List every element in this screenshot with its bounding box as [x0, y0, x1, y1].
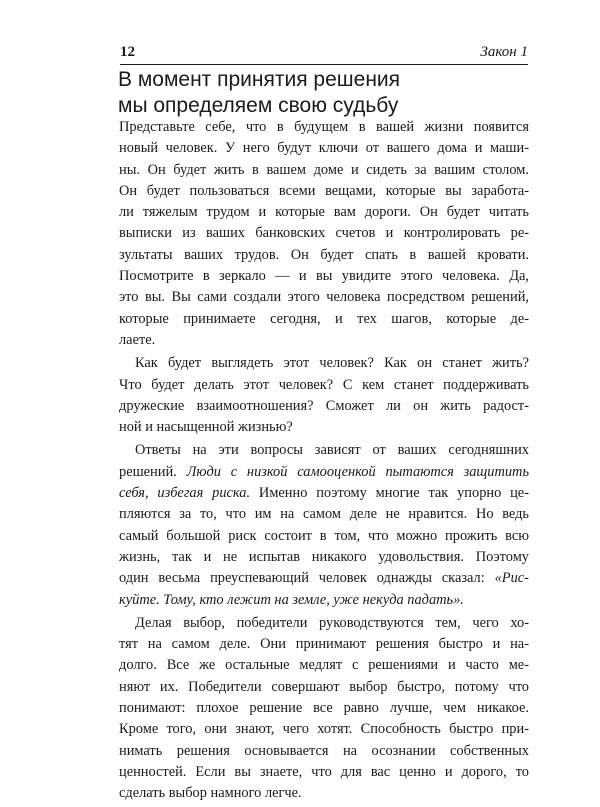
- text-line: Что будет делать этот человек? С кем станет поддерживать: [119, 376, 529, 393]
- text-line: понимают: плохое решение все равно лучше, чем никакое.: [119, 700, 529, 717]
- text-line: [119, 462, 529, 483]
- paragraph: [119, 117, 529, 351]
- text-line: куйте. Тому, кто лежит на земле, уже некуда падать».: [119, 591, 464, 608]
- text-line: няют их. Победители совершают выбор быстро, потому что: [119, 678, 529, 695]
- text-line: Посмотрите в зеркало — и вы увидите этого человека. Да,: [119, 268, 529, 285]
- text-line: жизнь, так и не испытав никакого удовольствия. Поэтому: [119, 548, 529, 565]
- paragraph: [119, 353, 529, 438]
- section-title: [118, 67, 538, 119]
- text-line: тят на самом деле. Они принимают решения быстро и на-: [119, 636, 529, 653]
- text-line: лаете.: [119, 331, 156, 348]
- section-title-line: мы определяем свою судьбу: [118, 94, 399, 117]
- text-line: самый большой риск состоит в том, что можно прожить всю: [119, 527, 529, 544]
- text-segment: Именно поэтому многие так упорно це-: [258, 485, 529, 502]
- text-line: [119, 483, 529, 504]
- text-line: [119, 568, 529, 589]
- page-number: 12: [120, 44, 135, 60]
- text-line: которые принимаете сегодня, и тех шагов, которые де-: [119, 310, 529, 327]
- italic-quote: Люди с низкой самооценкой пытаются защитить: [186, 463, 530, 480]
- section-title-line: В момент принятия решения: [118, 68, 401, 91]
- text-line: это вы. Вы сами создали этого человека посредством решений,: [119, 289, 529, 306]
- running-header: [120, 44, 528, 65]
- text-line: ны. Он будет жить в вашем доме и сидеть за вашим столом.: [119, 161, 529, 178]
- text-line: пляются за то, что им на самом деле не нравится. Но ведь: [119, 506, 529, 523]
- body-text: [119, 117, 529, 807]
- text-line: долго. Все же остальные медлят с решениями и часто ме-: [119, 657, 529, 674]
- paragraph: [119, 440, 529, 610]
- text-line: ли тяжелым трудом и которые вам дороги. Он будет читать: [119, 204, 529, 221]
- text-line: Ответы на эти вопросы зависят от ваших сегодняшних: [135, 442, 529, 459]
- text-line: новый человек. У него будут ключи от вашего дома и маши-: [119, 140, 529, 157]
- text-line: Кроме того, они знают, чего хотят. Способность быстро при-: [119, 721, 529, 738]
- text-line: выписки из ваших банковских счетов и контролировать ре-: [119, 225, 529, 242]
- text-line: нимать решения основывается на осознании собственных: [119, 742, 529, 759]
- text-line: сделать выбор намного легче.: [119, 785, 302, 802]
- text-line: ной и насыщенной жизнью?: [119, 419, 293, 436]
- text-line: Представьте себе, что в будущем в вашей жизни появится: [119, 119, 529, 135]
- italic-quote: себя, избегая риска.: [119, 485, 251, 502]
- text-segment: один весьма преуспевающий человек однажды сказал:: [119, 570, 485, 587]
- text-line: дружеские взаимоотношения? Сможет ли он жить радост-: [119, 397, 529, 414]
- text-line: Делая выбор, победители руководствуются тем, чего хо-: [135, 614, 529, 631]
- chapter-running-head: Закон 1: [480, 44, 528, 60]
- italic-quote: «Рис-: [494, 570, 529, 587]
- text-line: Как будет выглядеть этот человек? Как он станет жить?: [135, 355, 529, 372]
- paragraph: [119, 613, 529, 805]
- text-line: ценностей. Если вы знаете, что для вас ценно и дорого, то: [119, 763, 529, 780]
- text-line: зультаты ваших трудов. Он будет спать в вашей кровати.: [119, 246, 529, 263]
- text-line: Он будет пользоваться всеми вещами, которые вы заработа-: [119, 182, 529, 199]
- text-segment: решений.: [119, 463, 177, 480]
